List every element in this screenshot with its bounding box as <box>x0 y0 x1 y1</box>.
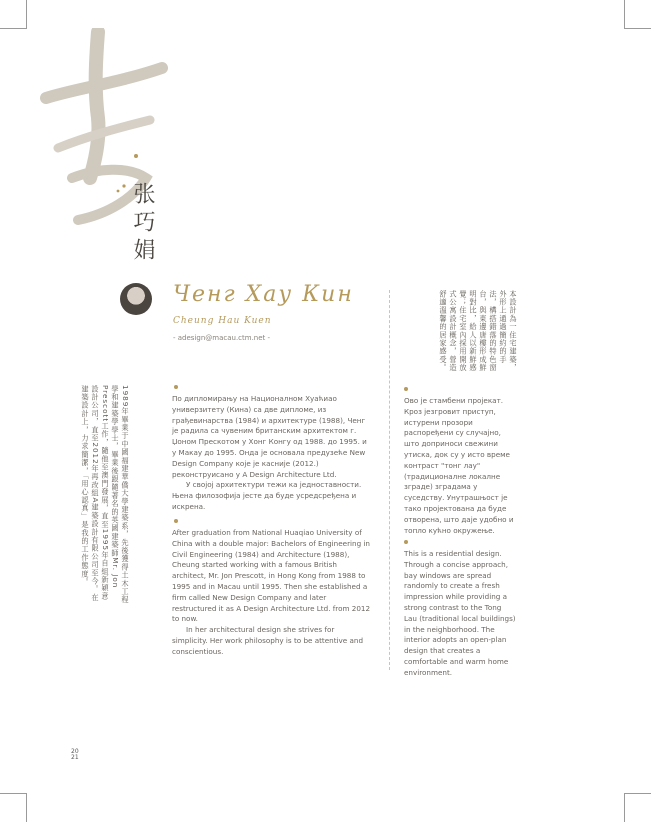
bullet-dot <box>174 519 178 523</box>
avatar <box>120 283 152 315</box>
bio-chinese: 1989年畢業于中國福建華僑大學建築系，先後獲得土木工程學和建築學學士，畢業後跟隨著名的英國建築師Mr. Jon Prescott工作，隨他至澳門發展，直至1995年自組新穎意設計公司，直至2012年再改組A建築設計有限公司至今。在建築設計上，力求簡潔，「用心認真」是我的工作態度。 <box>81 385 130 605</box>
crop-mark-top-left <box>0 0 27 29</box>
bio-serbian-text-2: У својој архитектури тежи ка једноставности. Њена филозофија јесте да буде усредсређена и искрена. <box>172 480 362 511</box>
bullet-dot <box>404 387 408 391</box>
bullet-dot <box>404 540 408 544</box>
name-cyrillic: Ченг Хау Кин <box>173 282 354 307</box>
name-latin: Cheung Hau Kuen <box>173 316 272 326</box>
bio-english-text: After graduation from National Huaqiao University of China with a double major: Bachelors of Engineering in Civil Engineering (1984) and Architecture (1988), Cheung started working with a famous British architect, Mr. Jon Prescott, in Hong Kong from 1988 to 1995 and in Macau until 1995. Then she established a firm called New Design Company and later restructured it as A Design Architecture Ltd. from 2012 to now. <box>172 528 371 624</box>
email-link[interactable]: - adesign@macau.ctm.net - <box>173 334 271 342</box>
crop-mark-top-right <box>624 0 651 29</box>
page-number: 20 21 <box>71 748 79 761</box>
column-divider <box>389 290 390 670</box>
project-serbian: Ово је стамбени пројекат. Кроз језгровит приступ, истурени прозори распоређени су случајно, што доприноси свежини утиска, док су у исто време контраст "тонг лау" (традиционалне локалне зграде) зградама у суседству. Унутрашњост је тако пројектована да буде отворена, што даје удобно и топло кућно окружење. <box>404 396 514 535</box>
bio-serbian <box>172 394 372 513</box>
crop-mark-bottom-left <box>0 793 27 822</box>
chinese-name: 张巧娟 <box>130 182 155 266</box>
bio-english <box>172 528 372 658</box>
project-chinese: 本設計為一住宅建築，外形上通過簡約的手法，構搭錯落的特色窗台，與東邊唐樓形成鮮明對比，給人以新鮮感覺；住宅室內採用開放式公寓設計概念，營造舒適溫馨的居家感受。 <box>439 290 518 372</box>
bio-serbian-text: По дипломирању на Националном Хуаћиао универзитету (Кина) са две дипломе, из грађевинарства (1984) и архитектуре (1988), Ченг је радила са чувеним британским архитектом г. Џоном Прескотом у Хонг Конгу од 1988. до 1995. и у Макау до 1995. Онда је основала предузеће New Design Company које је касније (2012.) реконструисано у A Design Architecture Ltd. <box>172 394 367 479</box>
bio-english-text-2: In her architectural design she strives for simplicity. Her work philosophy is to be attentive and conscientious. <box>172 625 364 656</box>
crop-mark-bottom-right <box>624 793 651 822</box>
bullet-dot <box>174 385 178 389</box>
project-english: This is a residential design. Through a concise approach, bay windows are spread randomly to create a fresh impression while providing a strong contrast to the Tong Lau (traditional local buildings) in the neighborhood. The interior adopts an open-plan design that creates a comfortable and warm home environment. <box>404 549 516 677</box>
